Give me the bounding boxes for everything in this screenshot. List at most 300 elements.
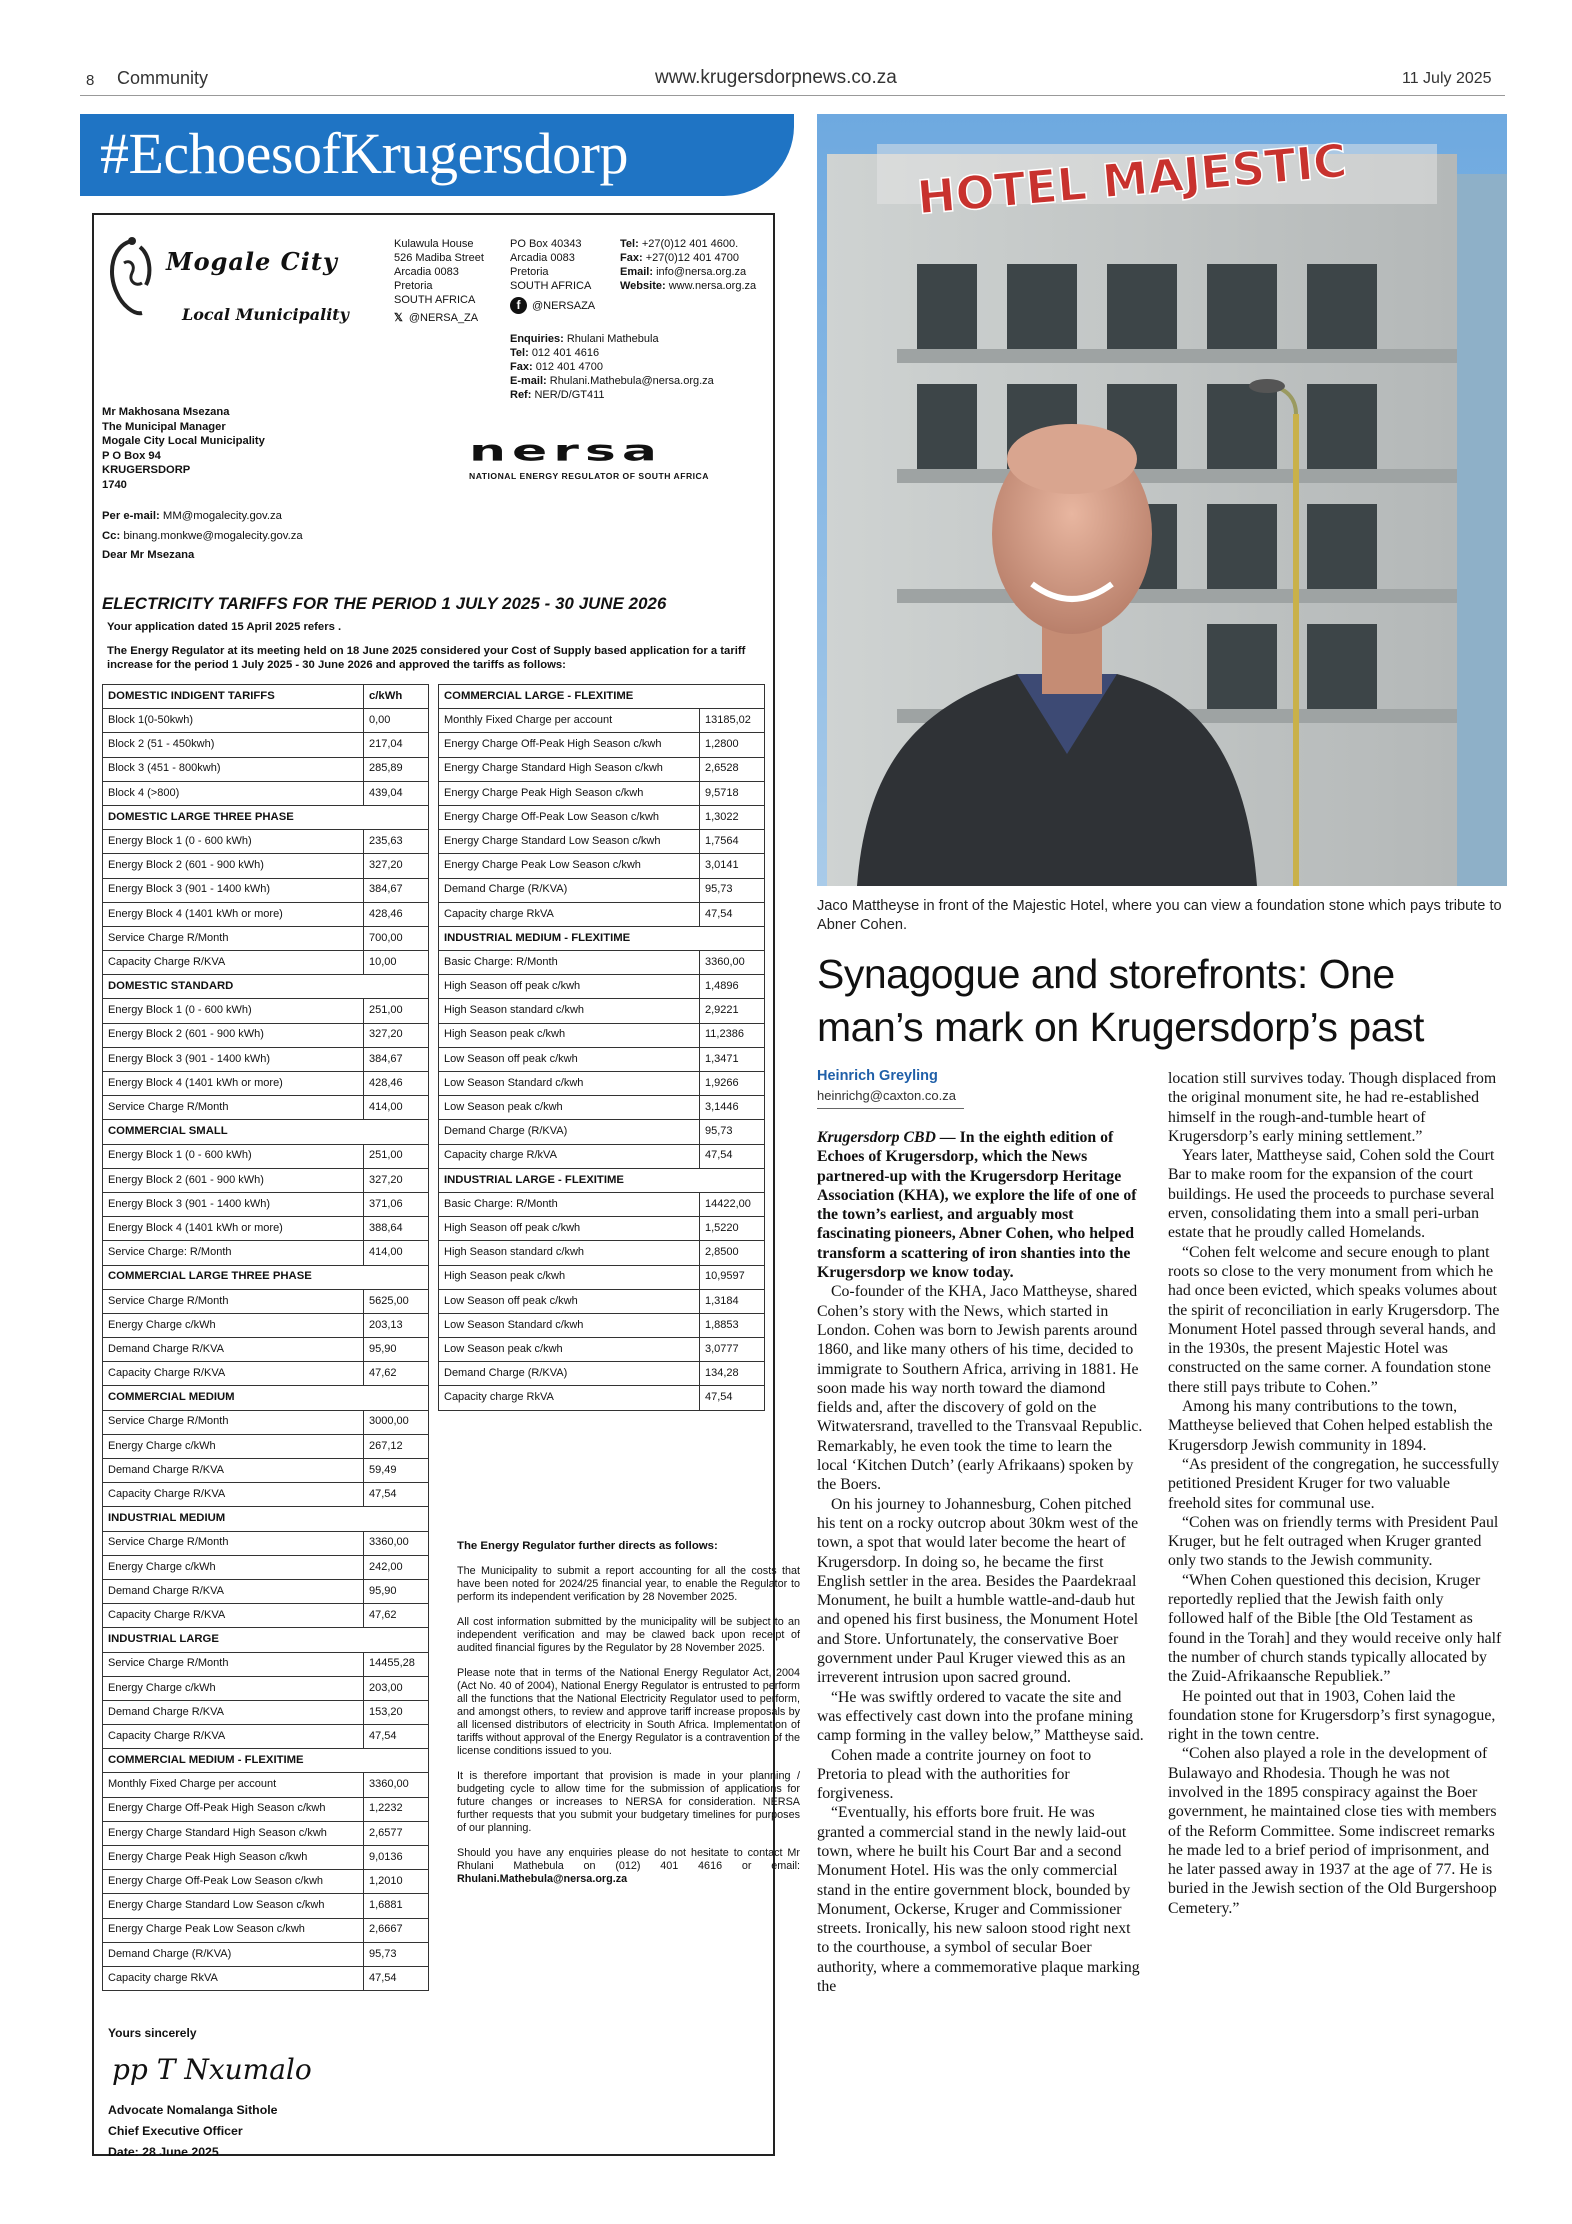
tariff-label: COMMERCIAL SMALL — [103, 1120, 429, 1144]
table-row — [439, 1120, 765, 1144]
article-paragraph: “When Cohen questioned this decision, Kruger reportedly replied that the Jewish faith only followed half of the Bible [the Old Testament as found in the Torah] and they would receive only half the number of church stands typically allocated by the Zuid-Afrikaansche Republiek.” — [1168, 1571, 1502, 1686]
tariff-value: 428,46 — [364, 1072, 429, 1096]
tariff-value: 9,5718 — [700, 781, 765, 805]
directives-title: The Energy Regulator further directs as follows: — [457, 1540, 718, 1552]
tariff-label: Service Charge R/Month — [103, 1289, 364, 1313]
recipient-block: Mr Makhosana Msezana The Municipal Manager Mogale City Local Municipality P O Box 94 KRUGERSDORP 1740 — [102, 406, 265, 491]
tariff-label: DOMESTIC INDIGENT TARIFFS — [103, 685, 364, 709]
tariff-label: Energy Block 3 (901 - 1400 kWh) — [103, 878, 364, 902]
tariff-label: INDUSTRIAL LARGE - FLEXITIME — [439, 1168, 765, 1192]
tariff-value: 153,20 — [364, 1700, 429, 1724]
table-row — [103, 1459, 429, 1483]
tariff-label: COMMERCIAL MEDIUM — [103, 1386, 429, 1410]
tariff-label: Energy Block 2 (601 - 900 kWh) — [103, 1168, 364, 1192]
tariff-label: Energy Block 2 (601 - 900 kWh) — [103, 1023, 364, 1047]
table-row — [439, 1047, 765, 1071]
tariff-value: 1,3184 — [700, 1289, 765, 1313]
table-row — [103, 1144, 429, 1168]
tariff-value: 327,20 — [364, 1023, 429, 1047]
tariff-value: 1,5220 — [700, 1217, 765, 1241]
signature: pp T Nxumalo — [112, 2053, 312, 2086]
tariff-label: Demand Charge R/KVA — [103, 1338, 364, 1362]
table-row — [439, 878, 765, 902]
tariff-label: Capacity charge R/kVA — [439, 1144, 700, 1168]
table-row — [103, 830, 429, 854]
tariff-value: 13185,02 — [700, 709, 765, 733]
tariff-label: Block 4 (>800) — [103, 781, 364, 805]
table-row — [103, 1918, 429, 1942]
directive-paragraph: All cost information submitted by the municipality will be subject to an independent verification and may be clawed back upon receipt of audited financial figures by the Regulator by 28 November 2025. — [457, 1616, 800, 1654]
tariff-label: Energy Block 1 (0 - 600 kWh) — [103, 1144, 364, 1168]
tariff-value: 5625,00 — [364, 1289, 429, 1313]
table-row — [103, 1023, 429, 1047]
tariff-label: Energy Charge Peak Low Season c/kwh — [439, 854, 700, 878]
tariff-label: Energy Charge c/kWh — [103, 1434, 364, 1458]
twitter-handle[interactable]: @NERSA_ZA — [408, 312, 479, 324]
tariff-value: 47,54 — [700, 902, 765, 926]
tariff-label: Block 2 (51 - 450kwh) — [103, 733, 364, 757]
table-row — [103, 902, 429, 926]
tariff-label: Demand Charge (R/KVA) — [103, 1942, 364, 1966]
table-row — [103, 1217, 429, 1241]
tariff-value: 203,13 — [364, 1313, 429, 1337]
tariff-value: 414,00 — [364, 1096, 429, 1120]
table-row — [103, 1289, 429, 1313]
table-row — [103, 1652, 429, 1676]
tariff-value: 134,28 — [700, 1362, 765, 1386]
table-row — [439, 1217, 765, 1241]
tariff-label: Low Season off peak c/kwh — [439, 1047, 700, 1071]
tariff-label: Service Charge R/Month — [103, 1531, 364, 1555]
facebook-icon: f — [510, 297, 527, 314]
table-row — [103, 1338, 429, 1362]
tariff-label: Demand Charge R/KVA — [103, 1700, 364, 1724]
table-row — [439, 757, 765, 781]
tariff-value: 95,90 — [364, 1579, 429, 1603]
tariff-value: 1,6881 — [364, 1894, 429, 1918]
tariff-value: 3,1446 — [700, 1096, 765, 1120]
tariff-value: 10,00 — [364, 951, 429, 975]
tariff-label: Energy Charge Standard High Season c/kwh — [103, 1821, 364, 1845]
table-row — [103, 1362, 429, 1386]
tariff-label: Energy Block 2 (601 - 900 kWh) — [103, 854, 364, 878]
tariff-value: 700,00 — [364, 926, 429, 950]
table-row — [103, 1555, 429, 1579]
article-paragraph: “Cohen was on friendly terms with President Paul Kruger, but he felt outraged when Kruger granted only two stands to the Jewish community. — [1168, 1513, 1499, 1570]
table-row — [439, 1362, 765, 1386]
x-icon: 𝕏 — [394, 312, 403, 324]
table-row — [103, 1072, 429, 1096]
tariff-value: 414,00 — [364, 1241, 429, 1265]
tariff-value: 235,63 — [364, 830, 429, 854]
website-url[interactable]: www.krugersdorpnews.co.za — [655, 67, 897, 88]
tariff-value: 3360,00 — [700, 951, 765, 975]
mogale-city-logo-icon — [102, 233, 162, 323]
table-row — [103, 1241, 429, 1265]
tariff-label: COMMERCIAL LARGE THREE PHASE — [103, 1265, 429, 1289]
enquiries-block: Enquiries: Rhulani Mathebula Tel: 012 401 4616 Fax: 012 401 4700 E-mail: Rhulani.Mathebula@nersa.org.za Ref: NER/D/GT411 — [510, 333, 714, 401]
table-row — [103, 1192, 429, 1216]
tariff-label: Energy Charge Standard High Season c/kwh — [439, 757, 700, 781]
tariff-value: 47,62 — [364, 1362, 429, 1386]
tariff-label: Service Charge R/Month — [103, 1096, 364, 1120]
tariff-value: 59,49 — [364, 1459, 429, 1483]
tariff-value: 1,9266 — [700, 1072, 765, 1096]
table-row — [103, 951, 429, 975]
tariff-label: Basic Charge: R/Month — [439, 1192, 700, 1216]
tariff-value: 14455,28 — [364, 1652, 429, 1676]
nersa-logo: nersa NATIONAL ENERGY REGULATOR OF SOUTH AFRICA — [469, 434, 709, 481]
regulator-directives — [457, 1540, 800, 1898]
tariff-value: 251,00 — [364, 999, 429, 1023]
tariff-label: Service Charge R/Month — [103, 1410, 364, 1434]
table-row — [439, 1265, 765, 1289]
tariff-label: COMMERCIAL MEDIUM - FLEXITIME — [103, 1749, 429, 1773]
table-row — [103, 1942, 429, 1966]
tariff-value: 371,06 — [364, 1192, 429, 1216]
tariff-value: 1,4896 — [700, 975, 765, 999]
tariff-value: 47,62 — [364, 1604, 429, 1628]
tariff-value: 1,7564 — [700, 830, 765, 854]
tariff-value: 384,67 — [364, 878, 429, 902]
tariff-value: 47,54 — [364, 1483, 429, 1507]
table-section-header — [103, 805, 429, 829]
tariff-value: 1,2010 — [364, 1870, 429, 1894]
tariff-value: 1,3471 — [700, 1047, 765, 1071]
article-paragraph: Cohen made a contrite journey on foot to Pretoria to plead with the authorities for forgiveness. — [817, 1746, 1092, 1803]
article-column-1 — [817, 1128, 1144, 1996]
article-paragraph: location still survives today. Though displaced from the original monument site, he had re-established himself in the rough-and-tumble heart of Krugersdorp’s early mining settlement.” — [1168, 1070, 1497, 1145]
tariff-label: Energy Block 1 (0 - 600 kWh) — [103, 830, 364, 854]
article-paragraph: Years later, Mattheyse said, Cohen sold the Court Bar to make room for the expansion of the court buildings. He used the proceeds to purchase several erven, consolidating them into a small peri-urban estate that he proudly called Homelands. — [1168, 1147, 1495, 1242]
hotel-sign-text: HOTEL MAJESTIC — [914, 133, 1349, 225]
tariff-label: Low Season peak c/kwh — [439, 1096, 700, 1120]
tariff-table-left — [102, 684, 429, 1991]
address-block-1: Kulawula House 526 Madiba Street Arcadia 0083 Pretoria SOUTH AFRICA 𝕏 @NERSA_ZA — [394, 238, 484, 324]
tariff-label: Capacity charge RkVA — [439, 902, 700, 926]
contact-block: Tel: +27(0)12 401 4600. Fax: +27(0)12 401 4700 Email: info@nersa.org.za Website: www.nersa.org.za — [620, 238, 757, 292]
table-row — [103, 1168, 429, 1192]
table-row — [439, 854, 765, 878]
tariff-label: Low Season Standard c/kwh — [439, 1072, 700, 1096]
table-row — [439, 1072, 765, 1096]
table-section-header — [439, 926, 765, 950]
tariff-value: 95,73 — [364, 1942, 429, 1966]
table-row — [439, 1386, 765, 1410]
tariff-label: Monthly Fixed Charge per account — [103, 1773, 364, 1797]
table-section-header — [103, 1120, 429, 1144]
tariff-label: Capacity charge RkVA — [439, 1386, 700, 1410]
tariff-value: 2,6577 — [364, 1821, 429, 1845]
tariff-value: 428,46 — [364, 902, 429, 926]
tariff-value: 1,8853 — [700, 1313, 765, 1337]
tariff-label: Capacity Charge R/KVA — [103, 1604, 364, 1628]
table-row — [439, 805, 765, 829]
table-row — [103, 1773, 429, 1797]
salutation: Dear Mr Msezana — [102, 549, 195, 561]
tariff-value: 327,20 — [364, 1168, 429, 1192]
tariff-table-right — [438, 684, 765, 1411]
article-paragraph: He pointed out that in 1903, Cohen laid the foundation stone for Krugersdorp’s first synagogue, right in the town centre. — [1168, 1687, 1496, 1744]
tariff-value: 1,2232 — [364, 1797, 429, 1821]
tariff-label: Service Charge R/Month — [103, 1652, 364, 1676]
table-row — [103, 1483, 429, 1507]
tariff-value: 11,2386 — [700, 1023, 765, 1047]
table-row — [103, 709, 429, 733]
table-row — [103, 1047, 429, 1071]
table-row — [439, 975, 765, 999]
hotel-photo — [817, 114, 1507, 886]
tariff-value: 47,54 — [364, 1725, 429, 1749]
tariff-value: 384,67 — [364, 1047, 429, 1071]
table-row — [439, 1338, 765, 1362]
tariff-label: Energy Charge Peak Low Season c/kwh — [103, 1918, 364, 1942]
table-row — [103, 1579, 429, 1603]
tariff-label: Demand Charge (R/KVA) — [439, 878, 700, 902]
article-paragraph: “As president of the congregation, he successfully petitioned President Kruger for two valuable freehold sites for communal use. — [1168, 1455, 1500, 1512]
directive-paragraph: The Municipality to submit a report accounting for all the costs that have been noted for 2024/25 financial year, to enable the Regulator to perform its independent verification by 28 November 2025. — [457, 1565, 800, 1603]
tariff-label: High Season off peak c/kwh — [439, 1217, 700, 1241]
article-column-2 — [1168, 1069, 1502, 1918]
tariff-label: Energy Block 4 (1401 kWh or more) — [103, 1072, 364, 1096]
table-section-header — [103, 1749, 429, 1773]
table-row — [439, 1313, 765, 1337]
article-paragraph: Co-founder of the KHA, Jaco Mattheyse, shared Cohen’s story with the News, which started in London. Cohen was born to Jewish parents around 1860, and like many others of his time, decided to immigrate to Southern Africa, arriving in 1881. He soon made his way north toward the diamond fields and, after the discovery of gold on the Witwatersrand, travelled to the Transvaal Republic. Remarkably, he even took the time to learn the local ‘Kitchen Dutch’ (early Afrikaans) spoken by the Boers. — [817, 1283, 1143, 1494]
tariff-label: Energy Charge c/kWh — [103, 1555, 364, 1579]
table-row — [439, 709, 765, 733]
table-row — [103, 733, 429, 757]
article-paragraph: “Cohen felt welcome and secure enough to plant roots so close to the very monument from which he had once been evicted, which speaks volumes about the spirit of reconciliation in early Krugersdorp. The Monument Hotel passed through several hands, and in the 1930s, the present Majestic Hotel was constructed on the same corner. A foundation stone there still pays tribute to Cohen.” — [1168, 1243, 1500, 1396]
tariff-value: 3,0141 — [700, 854, 765, 878]
tariff-label: Capacity charge RkVA — [103, 1966, 364, 1990]
table-row — [439, 1192, 765, 1216]
table-row — [103, 926, 429, 950]
article-paragraph: “He was swiftly ordered to vacate the site and was effectively cast down into the profane mining camp forming in the valley below,” Mattheyse said. — [817, 1688, 1144, 1745]
tariff-value: 95,90 — [364, 1338, 429, 1362]
tariff-label: High Season off peak c/kwh — [439, 975, 700, 999]
table-row — [439, 999, 765, 1023]
tariff-value: 95,73 — [700, 878, 765, 902]
tariff-label: Energy Charge Off-Peak Low Season c/kwh — [439, 805, 700, 829]
table-row — [439, 1096, 765, 1120]
tariff-value: 3000,00 — [364, 1410, 429, 1434]
tariff-label: Capacity Charge R/KVA — [103, 1483, 364, 1507]
tariff-value: 3,0777 — [700, 1338, 765, 1362]
table-row — [103, 1313, 429, 1337]
address-block-2: PO Box 40343 Arcadia 0083 Pretoria SOUTH AFRICA f @NERSAZA Enquiries: Rhulani Mathebula Tel: 012 401 4616 Fax: 012 401 4700 E-mail: Rhulani.Mathebula@nersa.org.za Ref: NER/D/GT411 — [510, 238, 714, 401]
tariff-label: Demand Charge (R/KVA) — [439, 1120, 700, 1144]
tariff-label: High Season peak c/kwh — [439, 1023, 700, 1047]
table-row — [439, 1241, 765, 1265]
tariff-label: High Season standard c/kwh — [439, 1241, 700, 1265]
table-row — [103, 1894, 429, 1918]
table-row — [103, 1797, 429, 1821]
table-section-header — [439, 1168, 765, 1192]
tariff-label: Energy Charge Off-Peak High Season c/kwh — [439, 733, 700, 757]
byline-name: Heinrich Greyling — [817, 1068, 938, 1084]
table-row — [103, 1870, 429, 1894]
tariff-label: DOMESTIC LARGE THREE PHASE — [103, 805, 429, 829]
section-banner: #EchoesofKrugersdorp — [80, 114, 794, 196]
intro-paragraph: The Energy Regulator at its meeting held on 18 June 2025 considered your Cost of Supply based application for a tariff increase for the period 1 July 2025 - 30 June 2026 and approved the tariffs as follows: — [107, 645, 746, 671]
table-row — [103, 1531, 429, 1555]
tariff-value: 388,64 — [364, 1217, 429, 1241]
tariff-value: 3360,00 — [364, 1773, 429, 1797]
table-row — [103, 1966, 429, 1990]
article-paragraph: Among his many contributions to the town, Mattheyse believed that Cohen helped establish the Krugersdorp Jewish community in 1894. — [1168, 1398, 1493, 1454]
photo-caption: Jaco Mattheyse in front of the Majestic Hotel, where you can view a foundation stone which pays tribute to Abner Cohen. — [817, 898, 1502, 933]
directive-paragraph: Please note that in terms of the National Energy Regulator Act, 2004 (Act No. 40 of 2004), National Energy Regulator is entrusted to perform all the functions that the National Electricity Regulator used to perform, and amongst others, to review and approve tariff increase proposals by all licensed distributors of electricity in South Africa. Implementation of tariffs without approval of the Energy Regulator is a contravention of the license conditions issued to you. — [457, 1667, 800, 1757]
tariff-label: DOMESTIC STANDARD — [103, 975, 429, 999]
directive-contact: Should you have any enquiries please do not hesitate to contact Mr Rhulani Mathebula on (012) 401 4616 or email: Rhulani.Mathebula@nersa.org.za — [457, 1847, 800, 1885]
tariff-label: Low Season Standard c/kwh — [439, 1313, 700, 1337]
table-row — [103, 1096, 429, 1120]
table-row — [103, 1604, 429, 1628]
table-section-header — [103, 1628, 429, 1652]
table-section-header — [103, 1507, 429, 1531]
signatory-block: Advocate Nomalanga Sithole Chief Executive Officer Date: 28 June 2025 — [108, 2103, 278, 2159]
tariff-label: INDUSTRIAL MEDIUM — [103, 1507, 429, 1531]
tariff-label: Energy Charge Standard Low Season c/kwh — [439, 830, 700, 854]
tariff-label: Basic Charge: R/Month — [439, 951, 700, 975]
tariff-value: 10,9597 — [700, 1265, 765, 1289]
table-row — [439, 830, 765, 854]
table-row — [439, 1023, 765, 1047]
article-lead: Krugersdorp CBD — In the eighth edition of Echoes of Krugersdorp, which the News partnered-up with the Krugersdorp Heritage Association (KHA), we explore the life of one of the town’s earliest, and arguably most fascinating pioneers, Abner Cohen, who helped transform a scattering of iron shanties into the Krugersdorp we know today. — [817, 1129, 1137, 1282]
table-row — [439, 951, 765, 975]
tariff-value: 9,0136 — [364, 1846, 429, 1870]
tariff-label: Energy Charge Peak High Season c/kwh — [103, 1846, 364, 1870]
tariff-label: Energy Block 3 (901 - 1400 kWh) — [103, 1192, 364, 1216]
table-section-header — [103, 685, 429, 709]
tariff-label: Block 1(0-50kwh) — [103, 709, 364, 733]
cc-line: Cc: binang.monkwe@mogalecity.gov.za — [102, 530, 303, 542]
table-row — [439, 902, 765, 926]
tariff-label: Energy Block 4 (1401 kWh or more) — [103, 902, 364, 926]
tariff-value: 95,73 — [700, 1120, 765, 1144]
tariff-value: 3360,00 — [364, 1531, 429, 1555]
tariff-value: c/kWh — [364, 685, 429, 709]
table-row — [103, 1821, 429, 1845]
tariff-label: INDUSTRIAL LARGE — [103, 1628, 429, 1652]
facebook-handle[interactable]: @NERSAZA — [532, 299, 596, 312]
tariff-value: 439,04 — [364, 781, 429, 805]
letter-title: ELECTRICITY TARIFFS FOR THE PERIOD 1 JULY 2025 - 30 JUNE 2026 — [102, 594, 667, 613]
tariff-label: Capacity Charge R/KVA — [103, 1725, 364, 1749]
article-paragraph: “Cohen also played a role in the development of Bulawayo and Rhodesia. Though he was not involved in the 1895 conspiracy against the Boer government, he maintained close ties with members of the Reform Committee. Some indiscreet remarks he made led to a brief period of imprisonment, and he later passed away in 1937 at the age of 77. He is buried in the Jewish section of the Old Burgershoop Cemetery.” — [1168, 1745, 1497, 1917]
tariff-value: 203,00 — [364, 1676, 429, 1700]
issue-date: 11 July 2025 — [1402, 70, 1492, 87]
tariff-label: Demand Charge (R/KVA) — [439, 1362, 700, 1386]
tariff-label: Energy Block 4 (1401 kWh or more) — [103, 1217, 364, 1241]
tariff-label: Energy Block 3 (901 - 1400 kWh) — [103, 1047, 364, 1071]
tariff-label: Energy Charge Peak High Season c/kwh — [439, 781, 700, 805]
tariff-value: 0,00 — [364, 709, 429, 733]
refers-line: Your application dated 15 April 2025 refers . — [107, 621, 342, 633]
tariff-value: 242,00 — [364, 1555, 429, 1579]
table-row — [103, 1410, 429, 1434]
tariff-label: Capacity Charge R/KVA — [103, 951, 364, 975]
tariff-value: 2,8500 — [700, 1241, 765, 1265]
logo-name: Mogale City — [166, 247, 338, 276]
tariff-label: Capacity Charge R/KVA — [103, 1362, 364, 1386]
table-row — [439, 1289, 765, 1313]
table-row — [439, 733, 765, 757]
article-headline: Synagogue and storefronts: One man’s mark on Krugersdorp’s past — [817, 951, 1424, 1050]
tariff-value: 327,20 — [364, 854, 429, 878]
tariff-value: 47,54 — [700, 1144, 765, 1168]
tariff-label: Service Charge R/Month — [103, 926, 364, 950]
table-row — [103, 1434, 429, 1458]
tariff-value: 47,54 — [364, 1966, 429, 1990]
tariff-label: Block 3 (451 - 800kwh) — [103, 757, 364, 781]
table-row — [103, 999, 429, 1023]
tariff-label: Energy Charge c/kWh — [103, 1676, 364, 1700]
table-row — [103, 854, 429, 878]
tariff-value: 1,3022 — [700, 805, 765, 829]
table-row — [439, 781, 765, 805]
article-paragraph: On his journey to Johannesburg, Cohen pitched his tent on a rocky outcrop about 30km west of the town, a spot that would later become the heart of Krugersdorp. In doing so, he became the first English settler in the area. Besides the Paardekraal Monument, he built a humble wattle-and-daub hut and opened his first business, the Monument Hotel and Store. Unfortunately, the conservative Boer government under Paul Kruger viewed this as an irreverent intrusion upon sacred ground. — [817, 1495, 1139, 1687]
tariff-label: Energy Charge Off-Peak High Season c/kwh — [103, 1797, 364, 1821]
table-row — [439, 1144, 765, 1168]
email-line: Per e-mail: MM@mogalecity.gov.za — [102, 510, 282, 522]
table-row — [103, 1676, 429, 1700]
table-row — [103, 781, 429, 805]
tariff-label: Energy Block 1 (0 - 600 kWh) — [103, 999, 364, 1023]
tariff-label: Low Season off peak c/kwh — [439, 1289, 700, 1313]
tariff-label: Demand Charge R/KVA — [103, 1579, 364, 1603]
tariff-label: Monthly Fixed Charge per account — [439, 709, 700, 733]
tariff-value: 2,9221 — [700, 999, 765, 1023]
table-row — [103, 1725, 429, 1749]
section-name: Community — [117, 68, 209, 88]
yours-sincerely: Yours sincerely — [108, 2026, 197, 2040]
directive-paragraph: It is therefore important that provision is made in your planning / budgeting cycle to allow time for the submission of applications for future changes or increases to NERSA for consideration. NERSA further requests that you submit your budgetary timelines for purposes of our planning. — [457, 1770, 800, 1834]
tariff-label: High Season standard c/kwh — [439, 999, 700, 1023]
tariff-value: 1,2800 — [700, 733, 765, 757]
tariff-label: Low Season peak c/kwh — [439, 1338, 700, 1362]
table-section-header — [439, 685, 765, 709]
article-paragraph: “Eventually, his efforts bore fruit. He was granted a commercial stand in the newly laid-out town, where he built his Court Bar and a second Monument Hotel. His was the only commercial stand in the entire government block, bounded by Monument, Ockerse, Kruger and Commissioner streets. Ironically, his new saloon stood right next to the courthouse, a symbol of secular Boer authority, where a commemorative plaque marking the — [817, 1804, 1140, 1996]
tariff-value: 2,6528 — [700, 757, 765, 781]
tariff-label: COMMERCIAL LARGE - FLEXITIME — [439, 685, 765, 709]
tariff-label: Service Charge: R/Month — [103, 1241, 364, 1265]
logo-subtitle: Local Municipality — [182, 305, 349, 324]
tariff-value: 2,6667 — [364, 1918, 429, 1942]
tariff-value: 251,00 — [364, 1144, 429, 1168]
tariff-value: 217,04 — [364, 733, 429, 757]
table-row — [103, 1700, 429, 1724]
table-row — [103, 1846, 429, 1870]
tariff-value: 14422,00 — [700, 1192, 765, 1216]
tariff-label: Energy Charge c/kWh — [103, 1313, 364, 1337]
tariff-label: Energy Charge Off-Peak Low Season c/kwh — [103, 1870, 364, 1894]
table-section-header — [103, 975, 429, 999]
table-section-header — [103, 1386, 429, 1410]
tariff-label: Energy Charge Standard Low Season c/kwh — [103, 1894, 364, 1918]
byline-email[interactable]: heinrichg@caxton.co.za — [817, 1088, 956, 1103]
table-row — [103, 757, 429, 781]
tariff-value: 47,54 — [700, 1386, 765, 1410]
table-section-header — [103, 1265, 429, 1289]
tariff-value: 285,89 — [364, 757, 429, 781]
page-number: 8 — [86, 72, 95, 89]
tariff-label: INDUSTRIAL MEDIUM - FLEXITIME — [439, 926, 765, 950]
tariff-label: High Season peak c/kwh — [439, 1265, 700, 1289]
tariff-value: 267,12 — [364, 1434, 429, 1458]
byline-rule — [817, 1108, 964, 1109]
tariff-label: Demand Charge R/KVA — [103, 1459, 364, 1483]
